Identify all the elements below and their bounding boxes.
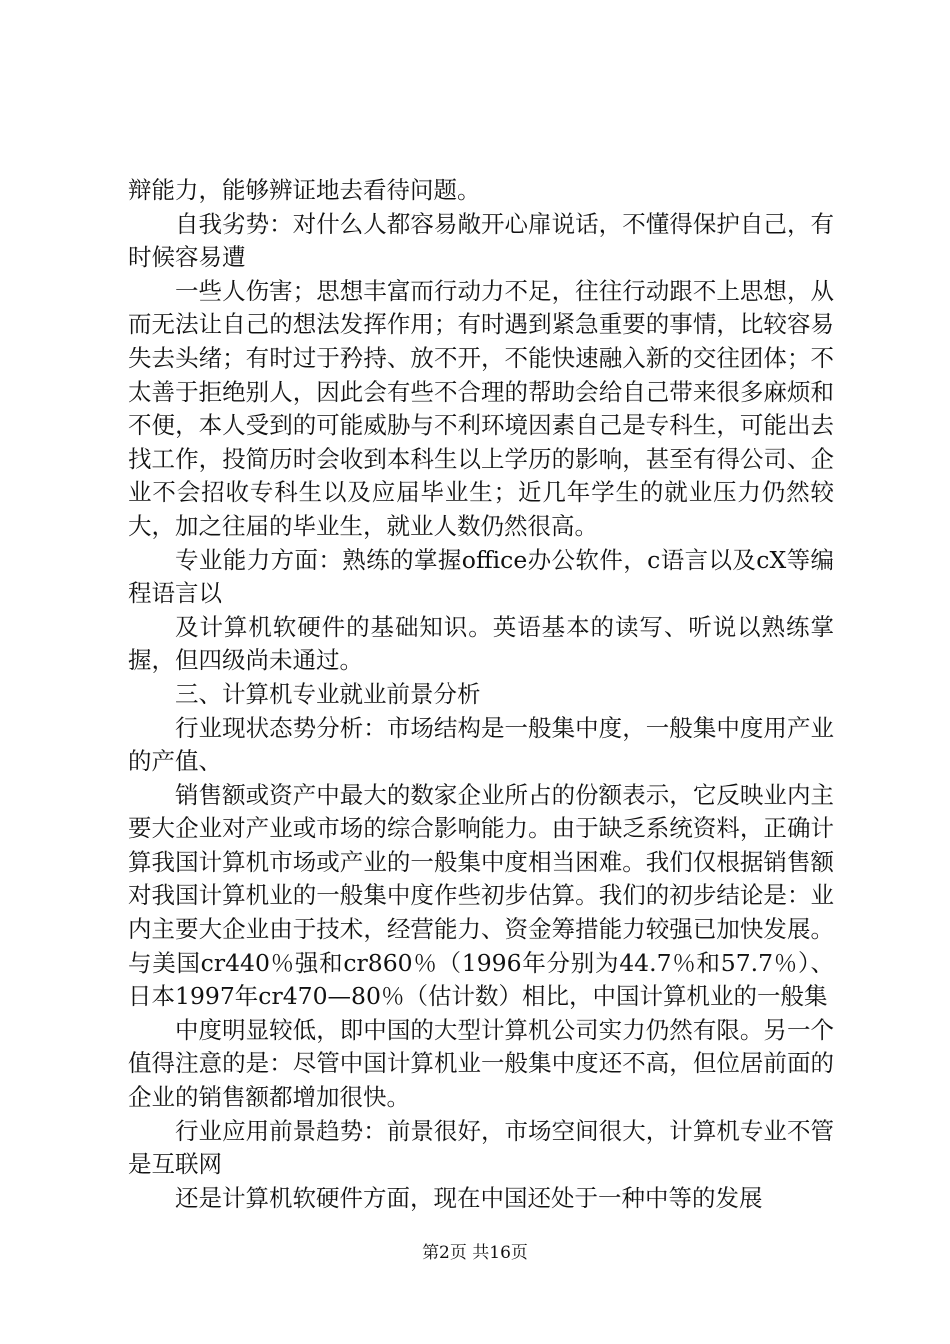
paragraph-11: 还是计算机软硬件方面，现在中国还处于一种中等的发展	[175, 1183, 763, 1212]
document-body	[128, 174, 834, 1215]
paragraph-9: 中度明显较低，即中国的大型计算机公司实力仍然有限。另一个值得注意的是：尽管中国计算机业一般集中度还不高，但位居前面的企业的销售额都增加很快。	[128, 1015, 834, 1112]
paragraph-1: 辩能力，能够辨证地去看待问题。	[128, 176, 481, 204]
paragraph-10: 行业应用前景趋势：前景很好，市场空间很大，计算机专业不管是互联网	[128, 1116, 834, 1179]
paragraph-5: 及计算机软硬件的基础知识。英语基本的读写、听说以熟练掌握，但四级尚未通过。	[128, 612, 834, 675]
section-heading: 三、计算机专业就业前景分析	[175, 679, 481, 708]
paragraph-8: 销售额或资产中最大的数家企业所占的份额表示，它反映业内主要大企业对产业或市场的综合影响能力。由于缺乏系统资料，正确计算我国计算机市场或产业的一般集中度相当困难。我们仅根据销售额对我国计算机业的一般集中度作些初步估算。我们的初步结论是：业内主要大企业由于技术，经营能力、资金筹措能力较强已加快发展。与美国cr440％强和cr860％（1996年分别为44.7％和57.7％）、日本1997年cr470—80％（估计数）相比，中国计算机业的一般集	[128, 780, 834, 1011]
page-number-footer: 第2页 共16页	[422, 1243, 528, 1263]
paragraph-4: 专业能力方面：熟练的掌握office办公软件，c语言以及cX等编程语言以	[128, 545, 834, 608]
paragraph-3: 一些人伤害；思想丰富而行动力不足，往往行动跟不上思想，从而无法让自己的想法发挥作用；有时遇到紧急重要的事情，比较容易失去头绪；有时过于矜持、放不开，不能快速融入新的交往团体；不太善于拒绝别人，因此会有些不合理的帮助会给自己带来很多麻烦和不便，本人受到的可能威胁与不利环境因素自己是专科生，可能出去找工作，投简历时会收到本科生以上学历的影响，甚至有得公司、企业不会招收专科生以及应届毕业生；近几年学生的就业压力仍然较大，加之往届的毕业生，就业人数仍然很高。	[128, 276, 834, 540]
paragraph-7: 行业现状态势分析：市场结构是一般集中度，一般集中度用产业的产值、	[128, 713, 834, 776]
paragraph-2: 自我劣势：对什么人都容易敞开心扉说话，不懂得保护自己，有时候容易遭	[128, 209, 834, 272]
